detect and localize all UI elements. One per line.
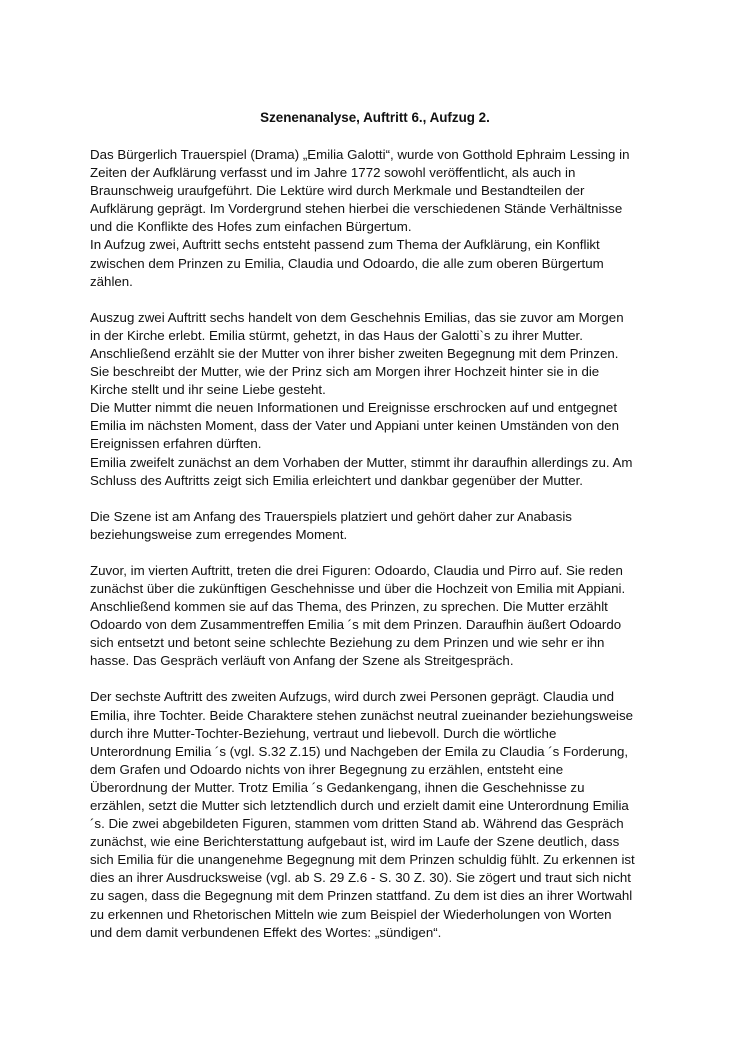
text-line: Emilia, ihre Tochter. Beide Charaktere stehen zunächst neutral zueinander beziehungsweise: [90, 707, 634, 723]
text-line: zu erkennen und Rhetorischen Mitteln wie zum Beispiel der Wiederholungen von Worten: [90, 906, 612, 922]
text-line: Schluss des Auftritts zeigt sich Emilia erleichtert und dankbar gegenüber der Mutter.: [90, 472, 583, 488]
text-line: und dem damit verbundenen Effekt des Wortes: „sündigen“.: [90, 924, 442, 940]
text-line: zu sagen, dass die Begegnung mit dem Prinzen stattfand. Zu dem ist dies an ihrer Wortwahl: [90, 888, 633, 904]
text-line: dies an ihrer Ausdrucksweise (vgl. ab S. 29 Z.6 - S. 30 Z. 30). Sie zögert und traut sich nicht: [90, 870, 631, 886]
text-line: Unterordnung Emilia ´s (vgl. S.32 Z.15) und Nachgeben der Emila zu Claudia ´s Forderung,: [90, 743, 629, 759]
paragraph-gap: [90, 544, 670, 562]
text-line: Zeiten der Aufklärung verfasst und im Jahre 1772 sowohl veröffentlicht, als auch in: [90, 165, 576, 181]
text-line: Emilia im nächsten Moment, dass der Vater und Appiani unter keinen Umständen von den: [90, 418, 619, 434]
text-line: Das Bürgerlich Trauerspiel (Drama) „Emilia Galotti“, wurde von Gotthold Ephraim Lessing in: [90, 147, 630, 162]
text-line: zählen.: [90, 273, 133, 289]
text-line: Überordnung der Mutter. Trotz Emilia ´s Gedankengang, ihnen die Geschehnisse zu: [90, 779, 585, 795]
text-line: und die Konflikte des Hofes zum einfachen Bürgertum.: [90, 219, 412, 235]
page-title: Szenenanalyse, Auftritt 6., Aufzug 2.: [260, 110, 490, 125]
paragraph-gap: [90, 291, 670, 309]
text-line: Sie beschreibt der Mutter, wie der Prinz sich am Morgen ihrer Hochzeit hinter sie in die: [90, 364, 600, 380]
text-line: durch ihre Mutter-Tochter-Beziehung, vertraut und liebevoll. Durch die wörtliche: [90, 725, 557, 741]
text-line: Auszug zwei Auftritt sechs handelt von dem Geschehnis Emilias, das sie zuvor am Morgen: [90, 309, 624, 325]
text-line: ´s. Die zwei abgebildeten Figuren, stammen vom dritten Stand ab. Während das Gespräch: [90, 816, 624, 832]
text-line: dem Grafen und Odoardo nichts von ihrer Begegnung zu erzählen, entsteht eine: [90, 761, 564, 777]
text-line: Kirche stellt und ihr seine Liebe gesteht.: [90, 382, 326, 398]
text-line: hasse. Das Gespräch verläuft von Anfang der Szene als Streitgespräch.: [90, 653, 514, 669]
text-line: In Aufzug zwei, Auftritt sechs entsteht passend zum Thema der Aufklärung, ein Konflikt: [90, 237, 600, 253]
text-line: zwischen dem Prinzen zu Emilia, Claudia und Odoardo, die alle zum oberen Bürgertum: [90, 255, 604, 271]
text-line: zunächst über die zukünftigen Geschehnisse und über die Hochzeit von Emilia mit Appiani.: [90, 580, 626, 596]
text-line: zunächst, wie eine Berichterstattung aufgebaut ist, wird im Laufe der Szene deutlich, dass: [90, 834, 620, 850]
text-line: Emilia zweifelt zunächst an dem Vorhaben der Mutter, stimmt ihr daraufhin allerdings zu. Am: [90, 454, 633, 470]
text-line: Ereignissen erfahren dürften.: [90, 436, 262, 452]
text-line: Anschließend erzählt sie der Mutter von ihrer bisher zweiten Begegnung mit dem Prinzen.: [90, 345, 619, 361]
text-line: Die Mutter nimmt die neuen Informationen und Ereignisse erschrocken auf und entgegnet: [90, 400, 618, 416]
text-line: sich entsetzt und betont seine schlechte Beziehung zu dem Prinzen und wie sehr er ihn: [90, 635, 605, 651]
document-body: [90, 146, 670, 942]
text-line: Die Szene ist am Anfang des Trauerspiels platziert und gehört daher zur Anabasis: [90, 508, 572, 524]
text-line: Der sechste Auftritt des zweiten Aufzugs, wird durch zwei Personen geprägt. Claudia und: [90, 689, 615, 705]
paragraph-gap: [90, 490, 670, 508]
text-line: Zuvor, im vierten Auftritt, treten die drei Figuren: Odoardo, Claudia und Pirro auf. Sie reden: [90, 562, 623, 578]
text-line: Braunschweig uraufgeführt. Die Lektüre wird durch Merkmale und Bestandteilen der: [90, 183, 585, 199]
text-line: erzählen, setzt die Mutter sich letztendlich durch und erzielt damit eine Unterordnung Emilia: [90, 798, 629, 813]
paragraph-gap: [90, 670, 670, 688]
text-line: Odoardo von dem Zusammentreffen Emilia ´s mit dem Prinzen. Daraufhin äußert Odoardo: [90, 617, 622, 633]
text-line: Aufklärung geprägt. Im Vordergrund stehen hierbei die verschiedenen Stände Verhältnisse: [90, 201, 623, 217]
text-line: in der Kirche erlebt. Emilia stürmt, gehetzt, in das Haus der Galotti`s zu ihrer Mutter.: [90, 327, 583, 343]
text-line: sich Emilia für die unangenehme Begegnung mit dem Prinzen schuldig fühlt. Zu erkennen ist: [90, 852, 635, 868]
text-line: beziehungsweise zum erregendes Moment.: [90, 526, 348, 542]
text-line: Anschließend kommen sie auf das Thema, des Prinzen, zu sprechen. Die Mutter erzählt: [90, 599, 608, 615]
